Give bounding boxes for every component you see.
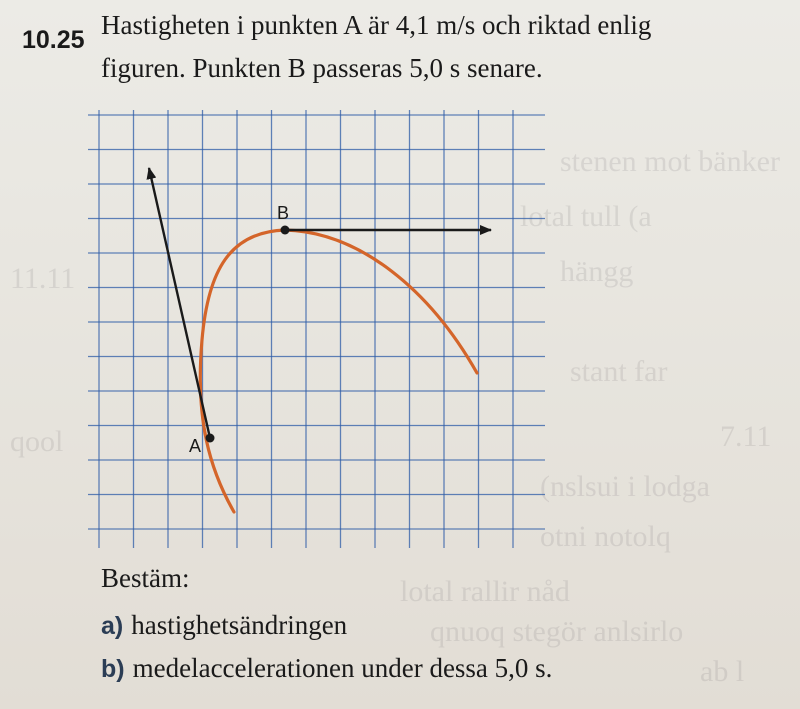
question-a [101, 610, 347, 641]
bleed-through-text: qnuoq stegör anlsirlo [430, 615, 684, 648]
problem-number: 10.25 [22, 26, 85, 54]
question-a-text: hastighetsändringen [131, 610, 348, 640]
bleed-through-text: (nslsui i lodga [540, 470, 710, 503]
velocity-vector-a [149, 168, 210, 438]
bleed-through-text: 7.11 [720, 420, 772, 453]
point-b-marker [281, 226, 290, 235]
question-b-label: b) [101, 655, 125, 683]
bleed-through-text: lotal tull (a [520, 200, 652, 233]
bleed-through-text: stant far [570, 355, 668, 388]
problem-text-line-2: figuren. Punkten B passeras 5,0 s senare. [101, 53, 543, 83]
point-b-label: B [277, 203, 290, 223]
bleed-through-text: 11.11 [10, 262, 76, 295]
bleed-through-text: ab l [700, 655, 745, 688]
point-a-marker [206, 434, 215, 443]
bleed-through-text: lotal rallir nåd [400, 575, 570, 608]
bleed-through-text: qool [10, 425, 64, 458]
problem-text-line-1: Hastigheten i punkten A är 4,1 m/s och riktad enlig [101, 10, 652, 40]
questions-heading: Bestäm: [101, 563, 190, 593]
bleed-through-text: hängg [560, 255, 634, 288]
trajectory-curve [200, 230, 477, 512]
question-b [101, 653, 552, 684]
grid [88, 110, 545, 548]
question-a-label: a) [101, 612, 124, 640]
bleed-through-text: otni notolq [540, 520, 671, 553]
question-b-text: medelaccelerationen under dessa 5,0 s. [132, 653, 553, 683]
bleed-through-text: stenen mot bänker [560, 145, 780, 178]
point-a-label: A [189, 436, 202, 456]
